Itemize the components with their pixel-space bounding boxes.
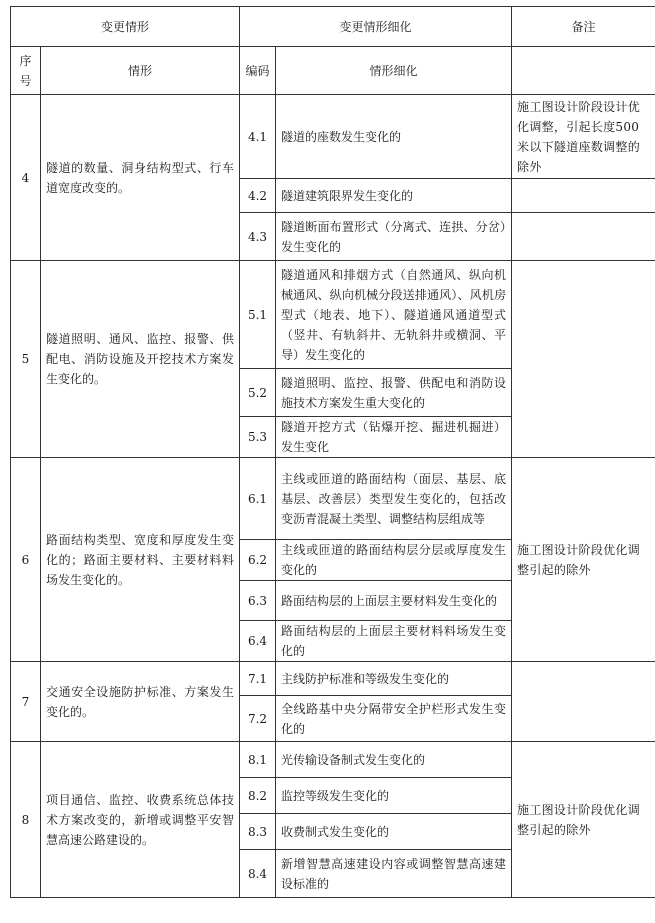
seq-cell: 5 [11,261,41,458]
detail-cell: 路面结构层的上面层主要材料料场发生变化的 [276,621,512,662]
subheader-code: 编码 [240,47,276,95]
detail-cell: 主线或匝道的路面结构（面层、基层、底基层、改善层）类型发生变化的，包括改变沥青混凝土类型、调整结构层组成等 [276,458,512,540]
detail-cell: 收费制式发生变化的 [276,814,512,850]
code-cell: 4.3 [240,213,276,261]
situation-cell: 隧道的数量、洞身结构型式、行车道宽度改变的。 [41,95,240,261]
table-row [11,742,655,778]
note-cell: 施工图设计阶段设计优化调整，引起长度500米以下隧道座数调整的除外 [512,95,655,179]
code-cell: 6.2 [240,540,276,581]
code-cell: 5.1 [240,261,276,369]
detail-cell: 光传输设备制式发生变化的 [276,742,512,778]
table-row [11,95,655,179]
note-cell [512,662,655,742]
header-note: 备注 [512,7,655,47]
subheader-seq: 序号 [11,47,41,95]
table-row [11,662,655,696]
detail-cell: 路面结构层的上面层主要材料发生变化的 [276,581,512,621]
note-cell: 施工图设计阶段优化调整引起的除外 [512,742,655,898]
detail-cell: 隧道照明、监控、报警、供配电和消防设施技术方案发生重大变化的 [276,369,512,417]
code-cell: 8.1 [240,742,276,778]
note-cell [512,179,655,213]
change-situation-table [10,6,655,898]
code-cell: 7.2 [240,696,276,742]
header-detail: 变更情形细化 [240,7,512,47]
subheader-detail: 情形细化 [276,47,512,95]
subheader-row [11,47,655,95]
detail-cell: 新增智慧高速建设内容或调整智慧高速建设标准的 [276,850,512,898]
situation-cell: 交通安全设施防护标准、方案发生变化的。 [41,662,240,742]
code-cell: 8.4 [240,850,276,898]
code-cell: 8.3 [240,814,276,850]
code-cell: 5.2 [240,369,276,417]
subheader-note [512,47,655,95]
situation-cell: 项目通信、监控、收费系统总体技术方案改变的，新增或调整平安智慧高速公路建设的。 [41,742,240,898]
code-cell: 6.3 [240,581,276,621]
header-row [11,7,655,47]
note-cell [512,213,655,261]
seq-cell: 7 [11,662,41,742]
seq-cell: 6 [11,458,41,662]
situation-cell: 隧道照明、通风、监控、报警、供配电、消防设施及开挖技术方案发生变化的。 [41,261,240,458]
seq-cell: 8 [11,742,41,898]
code-cell: 4.1 [240,95,276,179]
code-cell: 5.3 [240,417,276,458]
detail-cell: 隧道断面布置形式（分离式、连拱、分岔）发生变化的 [276,213,512,261]
note-cell [512,261,655,458]
code-cell: 8.2 [240,778,276,814]
situation-cell: 路面结构类型、宽度和厚度发生变化的；路面主要材料、主要材料料场发生变化的。 [41,458,240,662]
subheader-situation: 情形 [41,47,240,95]
detail-cell: 隧道开挖方式（钻爆开挖、掘进机掘进）发生变化 [276,417,512,458]
code-cell: 6.4 [240,621,276,662]
detail-cell: 监控等级发生变化的 [276,778,512,814]
detail-cell: 隧道通风和排烟方式（自然通风、纵向机械通风、纵向机械分段送排通风）、风机房型式（地表、地下）、隧道通风通道型式（竖井、有轨斜井、无轨斜井或横洞、平导）发生变化的 [276,261,512,369]
header-situation: 变更情形 [11,7,240,47]
seq-cell: 4 [11,95,41,261]
detail-cell: 隧道建筑限界发生变化的 [276,179,512,213]
code-cell: 6.1 [240,458,276,540]
table-row [11,458,655,540]
detail-cell: 全线路基中央分隔带安全护栏形式发生变化的 [276,696,512,742]
detail-cell: 隧道的座数发生变化的 [276,95,512,179]
table-row [11,261,655,369]
code-cell: 7.1 [240,662,276,696]
detail-cell: 主线或匝道的路面结构层分层或厚度发生变化的 [276,540,512,581]
detail-cell: 主线防护标准和等级发生变化的 [276,662,512,696]
note-cell: 施工图设计阶段优化调整引起的除外 [512,458,655,662]
code-cell: 4.2 [240,179,276,213]
